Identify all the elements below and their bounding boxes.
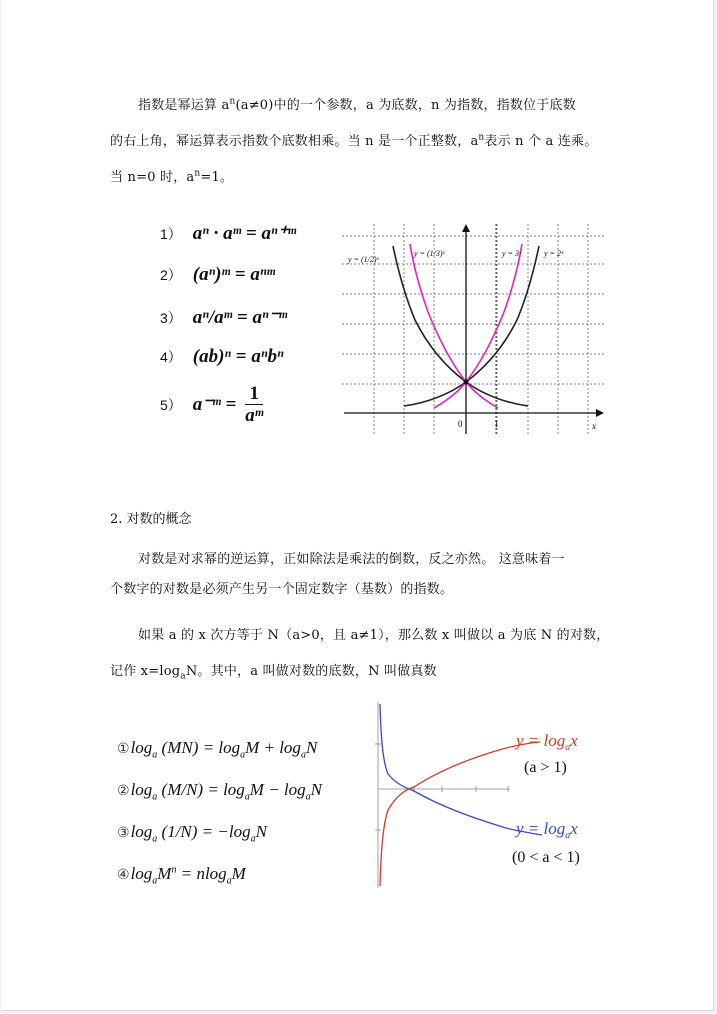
curve-half-pow-x [393, 246, 528, 406]
log-base: a [152, 833, 158, 845]
rule-number: 5） [160, 396, 182, 413]
log-base: a [152, 749, 158, 761]
section2-para1-line1: 对数是对求幂的逆运算，正如除法是乘法的倒数，反之亦然。 这意味着一 [138, 552, 565, 567]
rule-lhs: (ab)ⁿ [192, 346, 232, 367]
equals: = [245, 223, 257, 244]
label-half: y = (1/2)ˣ [348, 255, 379, 264]
section2-para2-line2 [110, 654, 615, 690]
log-text: log [130, 864, 153, 883]
rule-rhs: aⁿ⁻ᵐ [252, 307, 288, 328]
blue-label: $y = \log_ax$ [516, 819, 578, 841]
rule-number: 4） [160, 349, 182, 365]
equals: = [225, 393, 237, 415]
curve-2-pow-x [404, 246, 539, 406]
label-one: 1 [494, 419, 499, 429]
exp-rule-3 [160, 306, 287, 329]
rule-rhs: aⁿ⁺ᵐ [261, 223, 297, 244]
red-condition: (a > 1) [524, 759, 567, 776]
equals: = [234, 264, 246, 285]
rule-text: M [231, 864, 246, 883]
fraction-denominator: aᵐ [245, 405, 264, 426]
rule-lhs: a⁻ᵐ [192, 393, 221, 415]
log-axes [375, 702, 510, 888]
rule-text: N [310, 780, 322, 799]
log-base: a [244, 791, 250, 803]
rule-text: M [157, 864, 172, 883]
log-base: a [226, 875, 232, 887]
superscript: n [194, 168, 201, 179]
section-heading: 2. 对数的概念 [110, 512, 192, 527]
fraction-numerator: 1 [245, 384, 263, 405]
intro-text: (a≠0)中的一个参数，a 为底数，n 为指数，指数位于底数 [235, 98, 576, 113]
y-axis-arrow-icon [462, 224, 470, 232]
log-rule-4 [117, 864, 246, 887]
exp-rule-2 [160, 264, 275, 286]
rule-text: N [305, 738, 318, 757]
rule-number: 2） [160, 267, 182, 283]
intro-line-3 [110, 160, 615, 196]
label-x-axis: x [592, 421, 596, 431]
rule-text: M + log [245, 738, 301, 757]
log-base: a [152, 875, 158, 887]
superscript: n [229, 96, 236, 107]
rule-rhs: aⁿbⁿ [251, 346, 284, 367]
log-base: a [250, 833, 256, 845]
rule-number: 1） [160, 226, 182, 242]
intro-text: 的右上角，幂运算表示指数个底数相乘。当 n 是一个正整数，a [110, 134, 479, 149]
intro-text: =1。 [200, 170, 234, 185]
intro-text: 表示 n 个 a 连乘。 [484, 134, 598, 149]
rule-text: M − log [249, 780, 306, 799]
intro-text: 指数是幂运算 a [138, 98, 230, 113]
intro-text: 当 n=0 时，a [110, 170, 195, 185]
section2-para1-line2: 个数字的对数是必须产生另一个固定数字（基数）的指数。 [110, 582, 454, 597]
log-rule-2 [117, 780, 322, 803]
exp-rule-4 [160, 346, 284, 368]
label-three: y = 3ˣ [502, 249, 522, 258]
log-text: log [130, 780, 153, 799]
rule-lhs: (aⁿ)ᵐ [192, 264, 231, 285]
equals: = [236, 307, 248, 328]
rule-text: = nlog [176, 864, 227, 883]
rule-number: 3） [160, 310, 182, 326]
rule-number: ① [117, 742, 130, 757]
label-two: y = 2ˣ [544, 249, 564, 258]
intersection-point [464, 380, 469, 385]
label-third: y = (1/3)ˣ [414, 249, 445, 258]
exp-rule-1 [160, 222, 296, 245]
rule-number: ③ [117, 826, 130, 841]
rule-lhs: aⁿ · aᵐ [192, 223, 242, 244]
log-base: a [240, 749, 246, 761]
rule-number: ④ [117, 868, 130, 883]
subscript: a [180, 671, 186, 682]
document-page [2, 0, 714, 1011]
para-text: 记作 x=log [110, 664, 181, 679]
exponent: n [171, 864, 177, 876]
blue-log-curve [380, 704, 542, 835]
section2-para2-line1: 如果 a 的 x 次方等于 N（a>0，且 a≠1），那么数 x 叫做以 a 为底 N 的对数， [138, 628, 610, 643]
blue-condition: (0 < a < 1) [512, 849, 580, 866]
curve-third-pow-x [410, 244, 498, 408]
rule-text: (M/N) = log [161, 780, 245, 799]
rule-text: (1/N) = −log [161, 822, 251, 841]
rule-text: (MN) = log [161, 738, 241, 757]
rule-text: N [255, 822, 267, 841]
intro-line-2 [110, 124, 615, 160]
superscript: n [478, 132, 485, 143]
intro-paragraph [110, 88, 615, 124]
exponential-graph [342, 224, 610, 436]
x-axis-arrow-icon [596, 409, 604, 417]
rule-number: ② [117, 784, 130, 799]
exp-rule-5 [160, 384, 263, 427]
log-rule-3 [117, 822, 267, 845]
equals: = [235, 346, 247, 367]
rule-lhs: aⁿ/aᵐ [192, 307, 233, 328]
rule-rhs: aⁿᵐ [250, 264, 276, 285]
log-text: log [130, 822, 153, 841]
logarithm-graph [370, 700, 602, 890]
graph-grid [342, 224, 604, 434]
log-base: a [305, 791, 311, 803]
log-text: log [130, 738, 153, 757]
red-label: $y = \log_ax$ [516, 731, 578, 753]
para-text: N。其中，a 叫做对数的底数，N 叫做真数 [185, 664, 437, 679]
label-origin: 0 [458, 419, 463, 429]
log-base: a [152, 791, 158, 803]
log-base: a [300, 749, 306, 761]
fraction [245, 384, 263, 427]
log-rule-1 [117, 738, 318, 761]
curve-3-pow-x [434, 244, 522, 408]
